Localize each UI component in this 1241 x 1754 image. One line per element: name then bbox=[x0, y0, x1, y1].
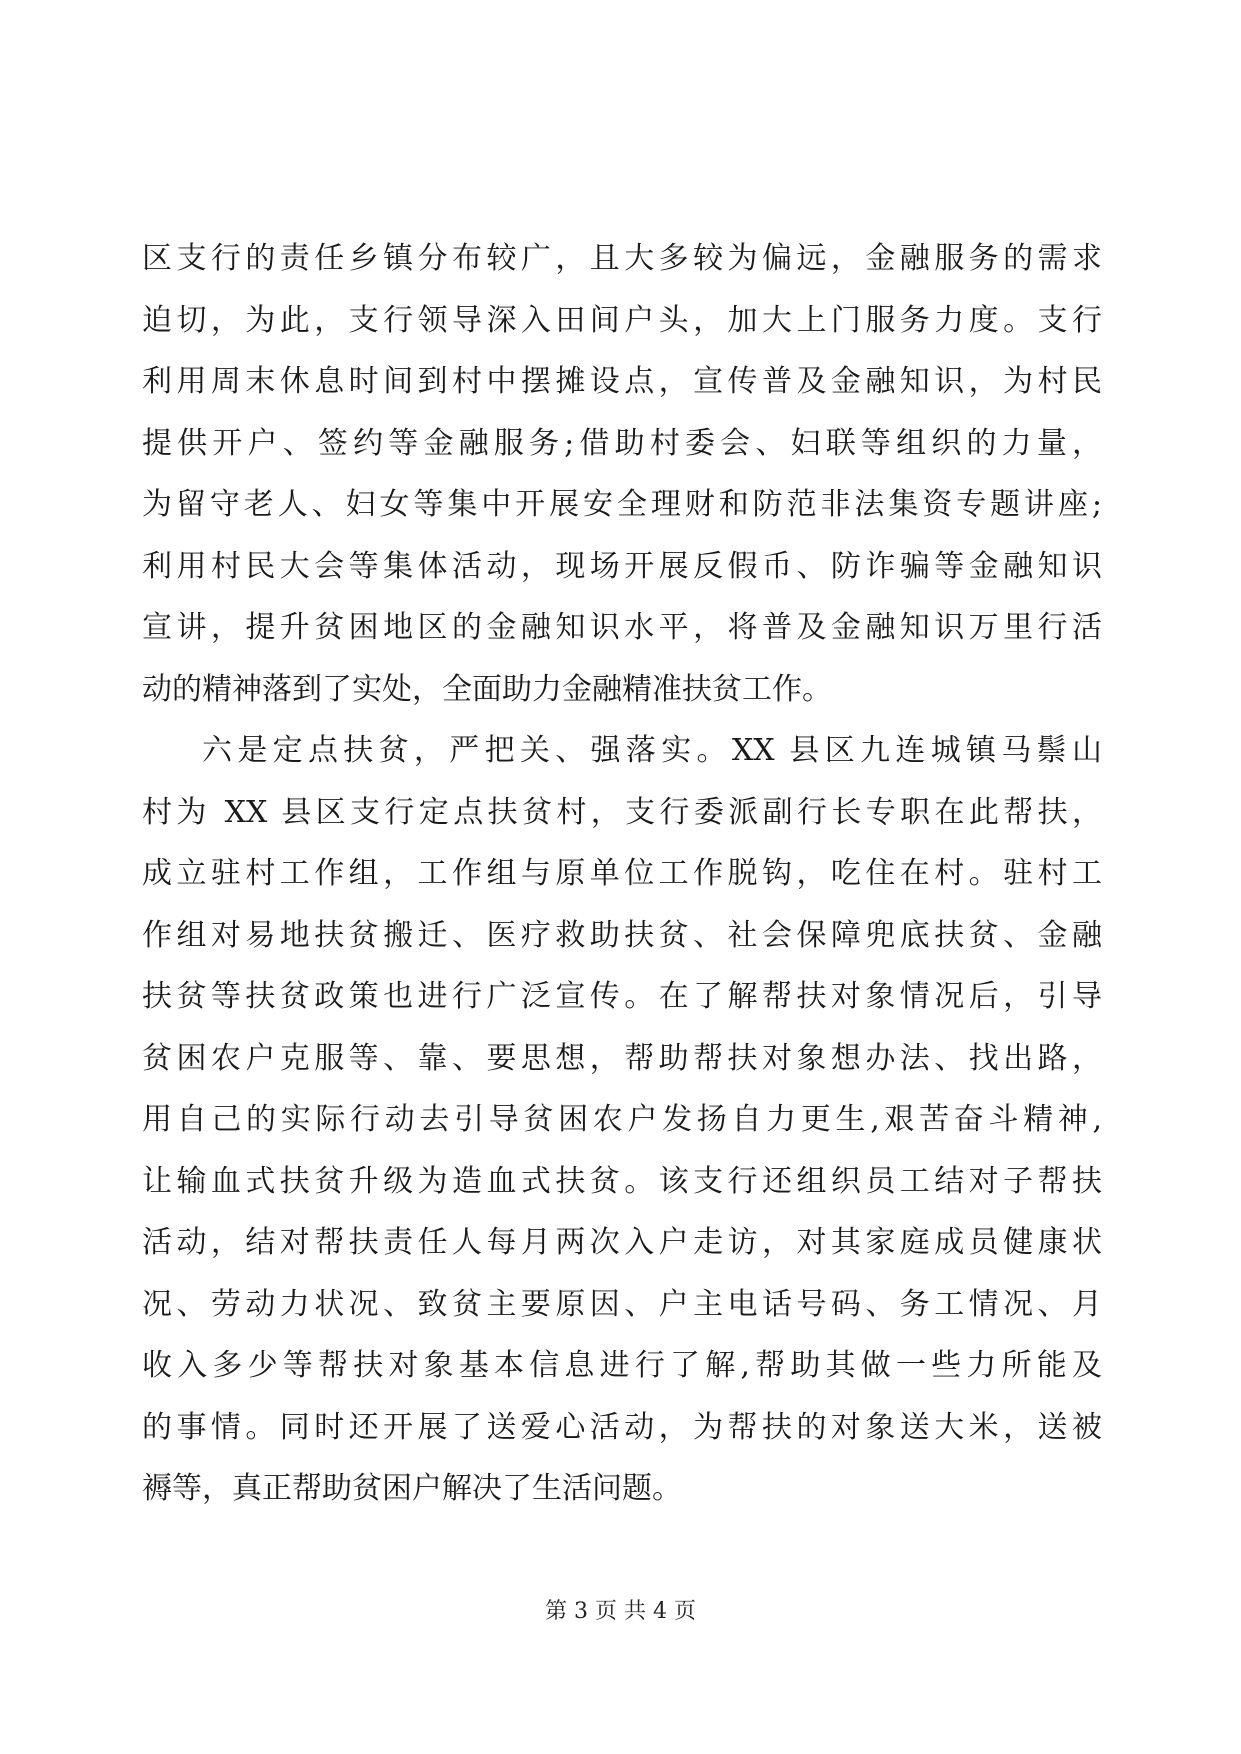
page-number-label: 第 3 页 共 4 页 bbox=[545, 1599, 696, 1624]
text-line: 让输血式扶贫升级为造血式扶贫。该支行还组织员工结对子帮扶 bbox=[142, 1163, 1102, 1199]
text-line: 作组对易地扶贫搬迁、医疗救助扶贫、社会保障兜底扶贫、金融 bbox=[142, 917, 1102, 953]
text-line: 活动，结对帮扶责任人每月两次入户走访，对其家庭成员健康状 bbox=[142, 1225, 1102, 1260]
text-line: 六是定点扶贫，严把关、强落实。XX 县区九连城镇马鬃山 bbox=[202, 733, 1102, 768]
page-footer bbox=[0, 1594, 1241, 1625]
document-body bbox=[142, 228, 1102, 1520]
text-line: 成立驻村工作组，工作组与原单位工作脱钩，吃住在村。驻村工 bbox=[142, 856, 1102, 891]
text-line: 贫困农户克服等、靠、要思想，帮助帮扶对象想办法、找出路， bbox=[142, 1040, 1102, 1076]
text-line: 为留守老人、妇女等集中开展安全理财和防范非法集资专题讲座; bbox=[142, 487, 1102, 522]
text-line: 的事情。同时还开展了送爱心活动，为帮扶的对象送大米，送被 bbox=[142, 1409, 1102, 1445]
text-line: 动的精神落到了实处，全面助力金融精准扶贫工作。 bbox=[142, 671, 832, 707]
text-line: 村为 XX 县区支行定点扶贫村，支行委派副行长专职在此帮扶， bbox=[142, 794, 1102, 830]
text-line: 利用周末休息时间到村中摆摊设点，宣传普及金融知识，为村民 bbox=[142, 364, 1102, 399]
paragraph-1 bbox=[142, 228, 1102, 720]
text-line: 用自己的实际行动去引导贫困农户发扬自力更生,艰苦奋斗精神, bbox=[142, 1102, 1102, 1137]
paragraph-2 bbox=[142, 720, 1102, 1520]
text-line: 迫切，为此，支行领导深入田间户头，加大上门服务力度。支行 bbox=[142, 302, 1102, 338]
text-line: 扶贫等扶贫政策也进行广泛宣传。在了解帮扶对象情况后，引导 bbox=[142, 979, 1102, 1014]
text-line: 褥等，真正帮助贫困户解决了生活问题。 bbox=[142, 1471, 682, 1506]
text-line: 区支行的责任乡镇分布较广，且大多较为偏远，金融服务的需求 bbox=[142, 241, 1102, 276]
text-line: 提供开户、签约等金融服务;借助村委会、妇联等组织的力量， bbox=[142, 425, 1102, 461]
text-line: 宣讲，提升贫困地区的金融知识水平，将普及金融知识万里行活 bbox=[142, 610, 1102, 645]
text-line: 况、劳动力状况、致贫主要原因、户主电话号码、务工情况、月 bbox=[142, 1286, 1102, 1322]
text-line: 利用村民大会等集体活动，现场开展反假币、防诈骗等金融知识 bbox=[142, 548, 1102, 584]
text-line: 收入多少等帮扶对象基本信息进行了解,帮助其做一些力所能及 bbox=[142, 1348, 1102, 1383]
